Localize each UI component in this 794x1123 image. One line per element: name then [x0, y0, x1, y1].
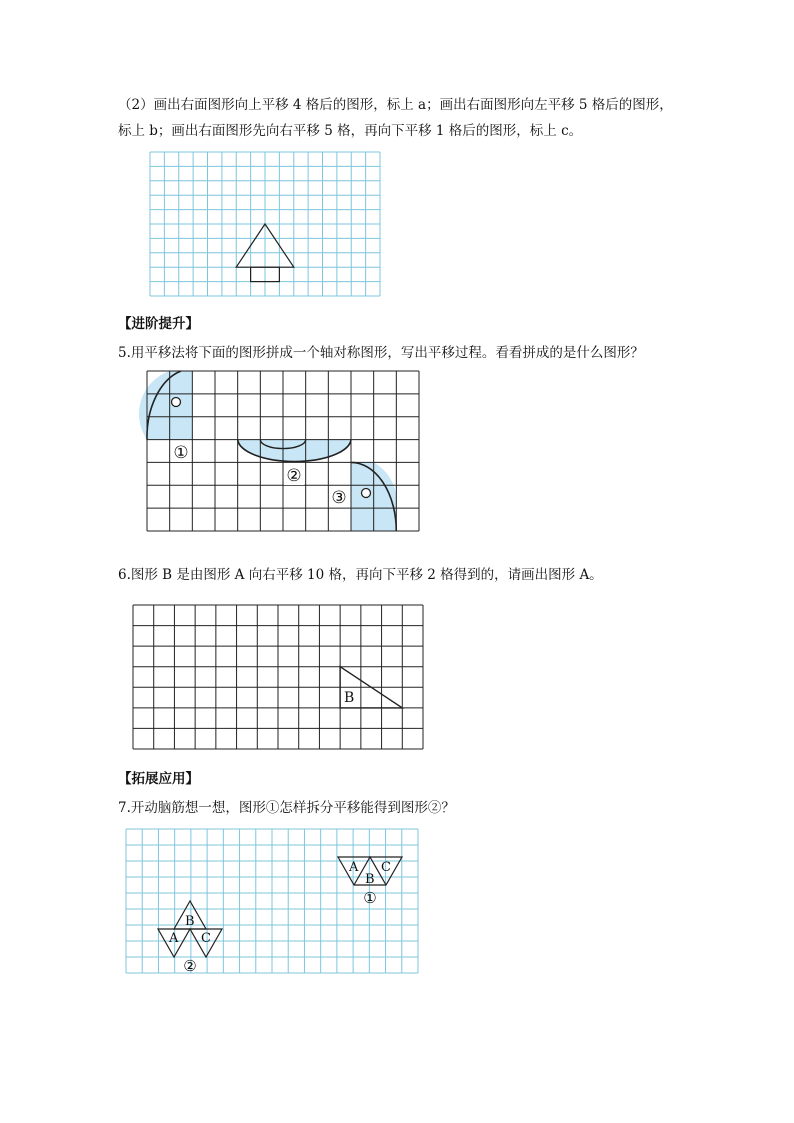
q7-fig1-label-a: A	[349, 860, 359, 875]
q5-label-2: ②	[286, 466, 302, 486]
q5-label-3: ③	[331, 488, 347, 508]
q5-text: 5.用平移法将下面的图形拼成一个轴对称图形，写出平移过程。看看拼成的是什么图形？	[118, 345, 644, 361]
q2-text-line1: （2）画出右面图形向上平移 4 格后的图形，标上 a；画出右面图形向左平移 5 格后的图形，	[118, 97, 673, 113]
q5-shape2-fill	[238, 440, 351, 462]
q7-fig1-label-c: C	[381, 860, 391, 875]
q2-text-line2: 标上 b；画出右面图形先向右平移 5 格，再向下平移 1 格后的图形，标上 c。	[118, 123, 583, 139]
q7-fig1-label-b: B	[365, 872, 375, 887]
section-extension-title: 【拓展应用】	[118, 771, 199, 787]
q7-fig2-label-a: A	[169, 931, 179, 946]
q2-grid-figure[interactable]	[150, 152, 380, 296]
q6-grid	[133, 605, 423, 749]
q7-text: 7.开动脑筋想一想，图形①怎样拆分平移能得到图形②？	[118, 800, 455, 816]
q7-fig2-outline	[158, 929, 222, 957]
q5-shape1-circle	[172, 398, 181, 407]
q5-shape3-circle	[362, 489, 371, 498]
q7-fig2-label-b: B	[185, 914, 195, 929]
q7-fig2-number: ②	[183, 957, 197, 975]
q6-shape-label-b: B	[344, 690, 355, 706]
q7-fig1-number: ①	[363, 889, 377, 907]
section-advanced-title: 【进阶提升】	[118, 316, 199, 332]
q6-text: 6.图形 B 是由图形 A 向右平移 10 格，再向下平移 2 格得到的，请画出图形 A。	[118, 567, 603, 583]
q7-grid-figure[interactable]	[126, 829, 418, 973]
q5-grid-figure[interactable]	[147, 371, 419, 531]
q7-fig2-label-c: C	[201, 931, 211, 946]
q6-grid-figure[interactable]	[133, 605, 423, 749]
q5-label-1: ①	[173, 443, 189, 463]
